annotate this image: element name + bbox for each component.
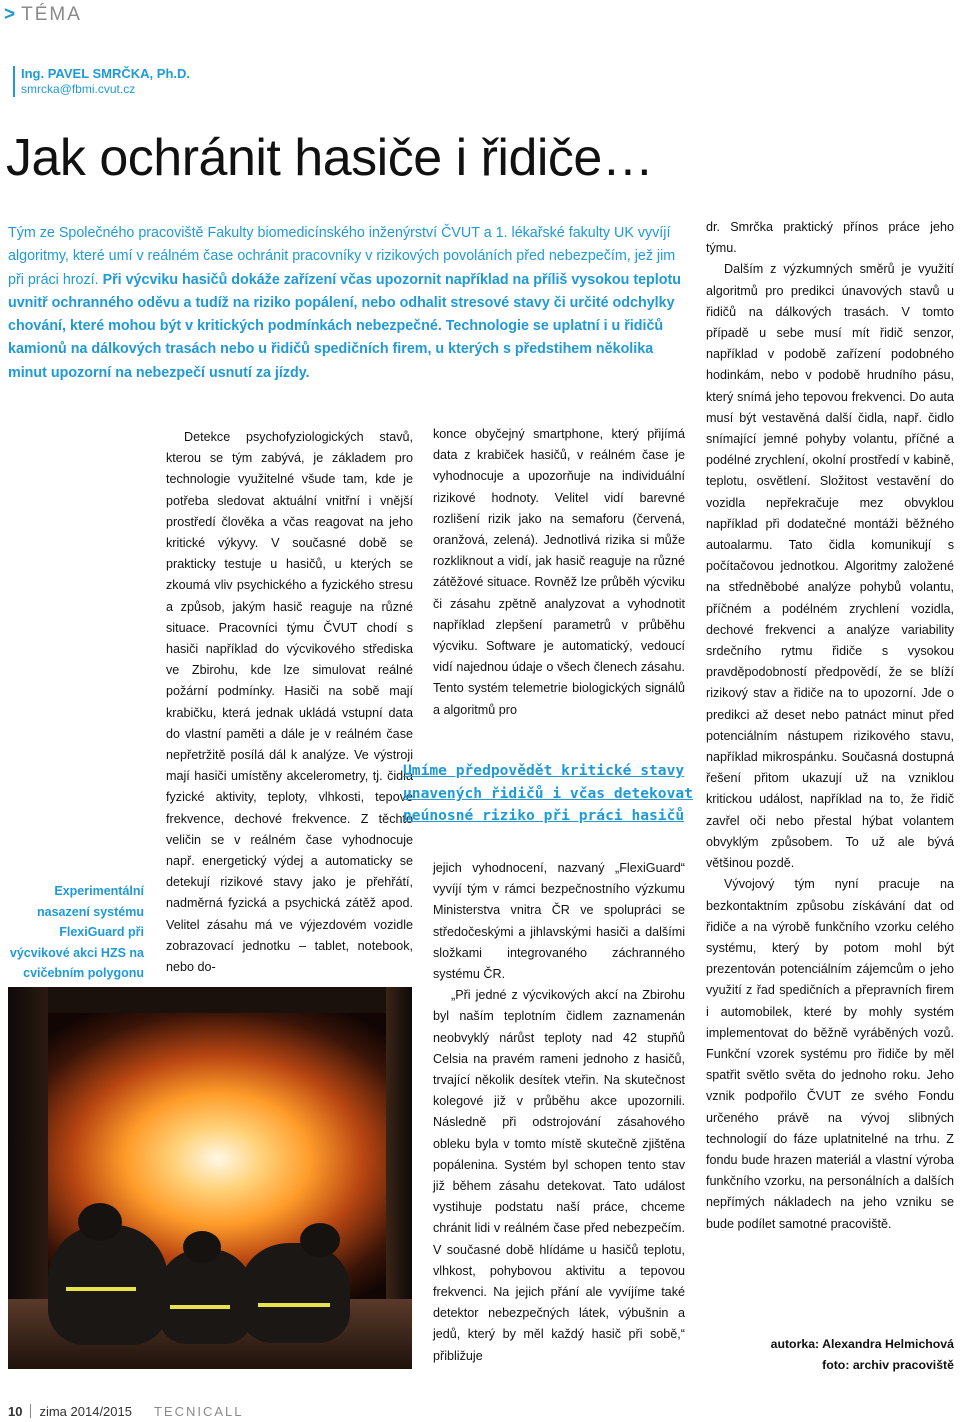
- page-footer: [8, 1404, 244, 1419]
- lead-part-1: Tým ze Společného pracoviště Fakulty biomedicínského inženýrství ČVUT a 1. lékařské fakulty UK vyvíjí algoritmy, které umí v reálném čase ochránit pracovníky v rizikových povoláních před nebezpečím, jež jim při práci hrozí.: [8, 225, 676, 288]
- container-ceiling: [8, 987, 412, 1013]
- section-tag: [4, 4, 82, 26]
- firefighter-figure: [158, 1249, 253, 1344]
- reflective-stripe: [258, 1303, 330, 1307]
- firefighter-figure: [240, 1243, 350, 1343]
- firefighters-training-photo: [8, 987, 412, 1369]
- firefighter-figure: [48, 1225, 168, 1345]
- article-lead: [8, 222, 690, 385]
- column-b2-paragraph-1: jejich vyhodnocení, nazvaný „FlexiGuard“ vyvíjí tým v rámci bezpečnostního výzkumu Ministerstva vnitra ČR ve spolupráci se středočeskými a jihlavskými hasiči a dalšími složkami integrovaného záchranného systému ČR.: [433, 861, 685, 982]
- article-headline: Jak ochránit hasiče i řidiče…: [6, 129, 654, 187]
- column-a: [166, 427, 413, 978]
- section-label: TÉMA: [21, 4, 82, 25]
- column-c: [706, 217, 954, 1235]
- photo-credit: foto: archiv pracoviště: [822, 1358, 954, 1372]
- column-a-paragraph: Detekce psychofyziologických stavů, kterou se tým zabývá, je základem pro technologie využitelné všude tam, kde je potřeba sledovat aktuální vnitřní i vnější prostředí člověka a včas reagovat na jeho kritické výkyvy. V současné době se prakticky testuje u hasičů, u kterých se zkoumá vliv psychického a fyzického stresu a způsob, jakým hasič reaguje na různé situace. Pracovníci týmu ČVUT chodí s hasiči například do výcvikového střediska ve Zbirohu, kde lze simulovat reálné požární podmínky. Hasiči na sobě mají krabičku, která jednak ukládá vstupní data do vlastní paměti a dále je v reálném čase nepřetržitě posílá dál k analýze. Ve výstroji mají hasiči umístěny akcelerometry, tj. čidla fyzické aktivity, teploty, vlhkosti, tepové frekvence, dechové frekvence. Z těchto veličin se v reálném čase vyhodnocuje např. energetický výdej a automaticky se detekují rizikové stavy jako je přehřátí, nadměrná fyzická a psychická zátěž apod. Velitel zásahu má ve výjezdovém vozidle zobrazovací jednotku – tablet, notebook, nebo do-: [166, 430, 413, 975]
- issue-label: zima 2014/2015: [39, 1404, 132, 1419]
- column-b2-paragraph-2: „Při jedné z výcvikových akcí na Zbirohu byl naším teplotním čidlem zaznamenán neobvyklý nárůst teploty nad 42 stupňů Celsia na pravém rameni jednoho z hasičů, trvající několik desítek vteřin. Na skutečnost kolegové již v průběhu akce upozornili. Následně při odstrojování zásahového obleku byla v tomto místě skutečně zjištěna popálenina. Systém byl schopen tento stav již během zásahu detekovat. Tato událost vystihuje podstatu naší práce, chceme chránit lidi v reálném čase před nebezpečím. V současné době hlídáme u hasičů teplotu, vlhkost, pohybovou aktivitu a tepovou frekvenci. Na jejich přání ale vyvíjíme také detektor nebezpečných látek, výbušnin a jedů, který by měl každý hasič při sobě,“ přibližuje: [433, 988, 685, 1363]
- column-c-paragraph-2: Dalším z výzkumných směrů je využití algoritmů pro predikci únavových stavů u řidičů na dálkových trasách. V tomto případě u sebe musí mít řidič senzor, například v podobě zařízení podobného hodinkám, nebo v podobě hrudního pásu, který snímá jeho tepovou frekvenci. Do auta musí být vestavěná další čidla, např. čidlo snímající jemné pohyby volantu, příčné a podélné zrychlení, okolní prostředí v kabině, teplotu, osvětlení. Složitost vestavění do vozidla nepřekračuje mez obvyklou například při dodatečné montáži běžného autoalarmu. Tato čidla komunikují s počítačovou jednotkou. Algoritmy založené na středněbobé analýze pohybů volantu, příčném a podélném zrychlení vozidla, dechové frekvenci a analýze variability srdečního rytmu řidiče s vysokou pravděpodobností předpovědí, že se blíží rizikový stav a řidiče na to upozorní. Jde o predikci až deset nebo patnáct minut před potenciálním nástupem rizikového stavu, například mikrospánku. Současná dostupná řešení přitom ukazují už na vzniklou kritickou událost, například na to, že řidič zavřel oči nebo přestal hýbat volantem obvyklým způsobem. To už ale bývá většinou pozdě.: [706, 262, 954, 871]
- reflective-stripe: [66, 1287, 136, 1291]
- lead-part-2: Při výcviku hasičů dokáže zařízení včas upozornit například na příliš vysokou teplotu uvnitř ochranného oděvu a tudíž na riziko popálení, nebo odhalit stresové stavy či určité odchylky chování, které mohou být v kritických podmínkách nebezpečné. Technologie se uplatní i u řidičů kamionů na dálkových trasách nebo u řidičů spedičních firem, u kterých s předstihem několika minut upozorní na nebezpečí usnutí za jízdy.: [8, 271, 681, 381]
- author-credit: autorka: Alexandra Helmichová: [770, 1337, 954, 1351]
- author-email[interactable]: smrcka@fbmi.cvut.cz: [21, 82, 136, 96]
- column-c-paragraph-1: dr. Smrčka praktický přínos práce jeho týmu.: [706, 220, 954, 256]
- footer-divider: [30, 1404, 31, 1418]
- helmet-icon: [183, 1231, 221, 1263]
- photo-caption: Experimentální nasazení systému FlexiGuard při výcvikové akci HZS na cvičebním polygonu: [9, 884, 144, 980]
- reflective-stripe: [170, 1305, 230, 1309]
- column-b: [433, 424, 685, 721]
- column-b-paragraph: konce obyčejný smartphone, který přijímá data z krabiček hasičů, v reálném čase je vyhodnocuje a upozorňuje na individuální rizikové hodnoty. Velitel vidí barevné rozlišení rizik jako na semaforu (červená, oranžová, zelená). Jednotlivá rizika si může rozkliknout a vidí, jak hasič reaguje na různé zátěžové situace. Rovněž lze průběh výcviku či zásahu zpětně analyzovat a vyhodnotit například zlepšení parametrů v průběhu výcviku. Software je automatický, vedoucí vidí najednou údaje o všech členech zásahu. Tento systém telemetrie biologických signálů a algoritmů pro: [433, 427, 685, 717]
- magazine-name: TECNICALL: [153, 1404, 244, 1419]
- helmet-icon: [78, 1203, 122, 1241]
- column-b-continued: [433, 858, 685, 1367]
- pull-quote: Umíme předpovědět kritické stavy unavených řidičů i včas detekovat neúnosné riziko při práci hasičů: [403, 762, 693, 824]
- helmet-icon: [300, 1223, 340, 1257]
- author-name: Ing. PAVEL SMRČKA, Ph.D.: [21, 66, 191, 81]
- chevron-right-icon: >: [4, 4, 18, 25]
- column-c-paragraph-3: Vývojový tým nyní pracuje na bezkontaktním způsobu získávání dat od řidiče a na výrobě funkčního vzorku celého systému, který by potom mohl být prezentován potenciálním zájemcům o jeho využití z řad spedičních a přepravních firem i automobilek, které by mohly systém implementovat do běžně vyráběných vozů. Funkční vzorek systému pro řidiče by měl spatřit světlo světa do jednoho roku. Jeho vznik podpořilo ČVUT ze svého Fondu určeného právě na vývoj slibných technologií do fáze uplatnitelné na trhu. Z fondu bude hrazen materiál a vlastní výroba funkčního vzorku, na personálních a dalších nepřímých nákladech na jeho vzniku se bude podílet samotné pracoviště.: [706, 877, 954, 1231]
- author-box: [13, 66, 190, 97]
- page-number: 10: [8, 1404, 23, 1419]
